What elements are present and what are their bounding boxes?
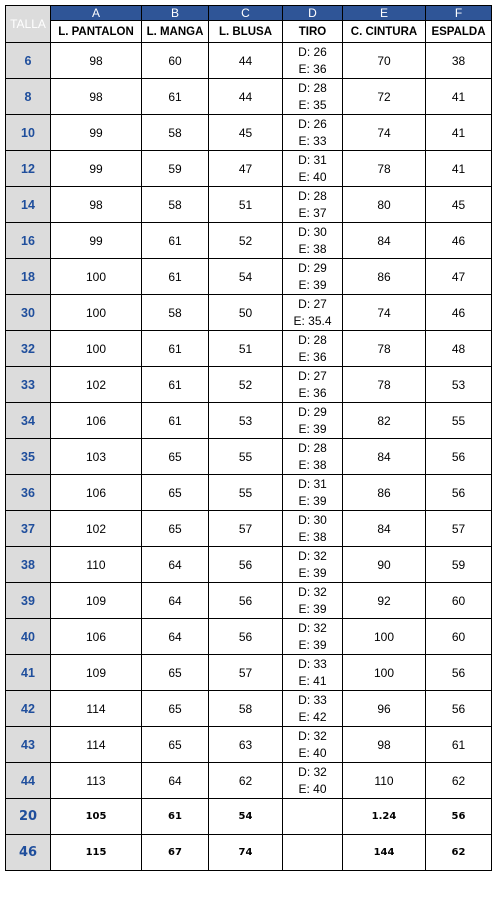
blusa-cell: 74: [209, 835, 283, 871]
blusa-cell: 47: [209, 151, 283, 187]
tiro-d-value: D: 28: [298, 188, 327, 203]
manga-cell: 61: [142, 79, 209, 115]
blusa-cell: 52: [209, 223, 283, 259]
espalda-cell: 53: [426, 367, 492, 403]
column-letter-e: E: [343, 6, 426, 21]
pantalon-cell: 103: [51, 439, 142, 475]
tiro-e-value: E: 41: [298, 673, 327, 688]
blusa-cell: 54: [209, 259, 283, 295]
blusa-cell: 50: [209, 295, 283, 331]
table-row: [6, 223, 492, 259]
table-row: [6, 43, 492, 79]
blusa-cell: 56: [209, 583, 283, 619]
talla-cell: 43: [6, 727, 51, 763]
tiro-cell: [283, 43, 343, 79]
blusa-cell: 44: [209, 43, 283, 79]
tiro-cell: [283, 691, 343, 727]
cintura-cell: 78: [343, 331, 426, 367]
tiro-d-value: D: 26: [298, 116, 327, 131]
tiro-cell: [283, 583, 343, 619]
blusa-cell: 55: [209, 439, 283, 475]
cintura-cell: 110: [343, 763, 426, 799]
tiro-cell: [283, 79, 343, 115]
manga-cell: 64: [142, 619, 209, 655]
talla-cell: 34: [6, 403, 51, 439]
table-row: [6, 331, 492, 367]
manga-cell: 58: [142, 115, 209, 151]
tiro-e-value: E: 39: [298, 601, 327, 616]
column-name-row: [6, 21, 492, 43]
size-table: [5, 5, 492, 871]
espalda-cell: 62: [426, 763, 492, 799]
cintura-cell: 92: [343, 583, 426, 619]
blusa-cell: 54: [209, 799, 283, 835]
talla-cell: 12: [6, 151, 51, 187]
tiro-e-value: E: 33: [298, 133, 327, 148]
tiro-d-value: D: 32: [298, 728, 327, 743]
column-letter-row: [6, 6, 492, 21]
talla-cell: 6: [6, 43, 51, 79]
tiro-cell: [283, 403, 343, 439]
tiro-e-value: E: 37: [298, 205, 327, 220]
talla-cell: 40: [6, 619, 51, 655]
espalda-cell: 62: [426, 835, 492, 871]
blusa-cell: 62: [209, 763, 283, 799]
manga-cell: 65: [142, 511, 209, 547]
tiro-cell: [283, 475, 343, 511]
cintura-cell: 70: [343, 43, 426, 79]
espalda-cell: 41: [426, 79, 492, 115]
cintura-cell: 144: [343, 835, 426, 871]
manga-cell: 60: [142, 43, 209, 79]
talla-cell: 16: [6, 223, 51, 259]
cintura-cell: 72: [343, 79, 426, 115]
cintura-cell: 84: [343, 511, 426, 547]
tiro-d-value: D: 28: [298, 332, 327, 347]
tiro-d-value: D: 32: [298, 548, 327, 563]
espalda-cell: 46: [426, 295, 492, 331]
tiro-d-value: D: 31: [298, 152, 327, 167]
blusa-cell: 52: [209, 367, 283, 403]
manga-cell: 64: [142, 583, 209, 619]
tiro-cell: [283, 115, 343, 151]
espalda-cell: 56: [426, 439, 492, 475]
espalda-cell: 45: [426, 187, 492, 223]
manga-cell: 64: [142, 547, 209, 583]
pantalon-cell: 102: [51, 511, 142, 547]
pantalon-cell: 98: [51, 187, 142, 223]
tiro-e-value: E: 39: [298, 277, 327, 292]
tiro-d-value: D: 28: [298, 440, 327, 455]
cintura-cell: 82: [343, 403, 426, 439]
manga-cell: 65: [142, 439, 209, 475]
table-row: [6, 619, 492, 655]
pantalon-cell: 114: [51, 727, 142, 763]
blusa-cell: 45: [209, 115, 283, 151]
cintura-cell: 86: [343, 259, 426, 295]
talla-cell: 38: [6, 547, 51, 583]
table-row: [6, 115, 492, 151]
tiro-e-value: E: 40: [298, 745, 327, 760]
table-row: [6, 763, 492, 799]
espalda-cell: 56: [426, 799, 492, 835]
tiro-cell: [283, 295, 343, 331]
tiro-e-value: E: 38: [298, 241, 327, 256]
tiro-e-value: E: 36: [298, 349, 327, 364]
tiro-cell: [283, 763, 343, 799]
talla-cell: 44: [6, 763, 51, 799]
talla-cell: 32: [6, 331, 51, 367]
table-row: [6, 439, 492, 475]
espalda-cell: 60: [426, 619, 492, 655]
table-row: [6, 151, 492, 187]
table-row: [6, 403, 492, 439]
tiro-cell: [283, 799, 343, 835]
pantalon-cell: 115: [51, 835, 142, 871]
tiro-e-value: E: 38: [298, 457, 327, 472]
tiro-cell: [283, 367, 343, 403]
cintura-cell: 98: [343, 727, 426, 763]
tiro-cell: [283, 187, 343, 223]
tiro-e-value: E: 42: [298, 709, 327, 724]
pantalon-cell: 99: [51, 223, 142, 259]
tiro-d-value: D: 31: [298, 476, 327, 491]
manga-cell: 58: [142, 295, 209, 331]
tiro-d-value: D: 32: [298, 584, 327, 599]
cintura-cell: 86: [343, 475, 426, 511]
cintura-cell: 100: [343, 655, 426, 691]
espalda-cell: 55: [426, 403, 492, 439]
column-letter-d: D: [283, 6, 343, 21]
espalda-cell: 56: [426, 655, 492, 691]
cintura-cell: 1.24: [343, 799, 426, 835]
manga-cell: 61: [142, 259, 209, 295]
tiro-d-value: D: 32: [298, 764, 327, 779]
table-row: [6, 79, 492, 115]
talla-cell: 18: [6, 259, 51, 295]
tiro-d-value: D: 26: [298, 44, 327, 59]
table-row: [6, 655, 492, 691]
talla-cell: 39: [6, 583, 51, 619]
column-letter-c: C: [209, 6, 283, 21]
header-blusa: L. BLUSA: [209, 21, 283, 43]
table-row: [6, 547, 492, 583]
tiro-cell: [283, 439, 343, 475]
tiro-d-value: D: 27: [298, 296, 327, 311]
header-espalda: ESPALDA: [426, 21, 492, 43]
talla-header: TALLA: [6, 6, 51, 43]
tiro-e-value: E: 39: [298, 493, 327, 508]
pantalon-cell: 106: [51, 619, 142, 655]
tiro-e-value: E: 39: [298, 565, 327, 580]
cintura-cell: 74: [343, 295, 426, 331]
pantalon-cell: 98: [51, 79, 142, 115]
blusa-cell: 58: [209, 691, 283, 727]
pantalon-cell: 99: [51, 151, 142, 187]
tiro-cell: [283, 331, 343, 367]
header-cintura: C. CINTURA: [343, 21, 426, 43]
pantalon-cell: 114: [51, 691, 142, 727]
cintura-cell: 78: [343, 367, 426, 403]
cintura-cell: 90: [343, 547, 426, 583]
espalda-cell: 48: [426, 331, 492, 367]
column-letter-b: B: [142, 6, 209, 21]
talla-cell: 42: [6, 691, 51, 727]
manga-cell: 61: [142, 799, 209, 835]
tiro-e-value: E: 36: [298, 61, 327, 76]
cintura-cell: 74: [343, 115, 426, 151]
talla-cell: 37: [6, 511, 51, 547]
cintura-cell: 96: [343, 691, 426, 727]
table-row: [6, 187, 492, 223]
table-row: [6, 583, 492, 619]
tiro-e-value: E: 40: [298, 169, 327, 184]
table-row: [6, 727, 492, 763]
manga-cell: 59: [142, 151, 209, 187]
header-tiro: TIRO: [283, 21, 343, 43]
manga-cell: 61: [142, 223, 209, 259]
manga-cell: 61: [142, 367, 209, 403]
espalda-cell: 57: [426, 511, 492, 547]
espalda-cell: 60: [426, 583, 492, 619]
pantalon-cell: 109: [51, 583, 142, 619]
pantalon-cell: 99: [51, 115, 142, 151]
blusa-cell: 44: [209, 79, 283, 115]
manga-cell: 65: [142, 727, 209, 763]
table-row: [6, 259, 492, 295]
blusa-cell: 56: [209, 547, 283, 583]
blusa-cell: 51: [209, 331, 283, 367]
tiro-e-value: E: 39: [298, 637, 327, 652]
espalda-cell: 56: [426, 475, 492, 511]
manga-cell: 64: [142, 763, 209, 799]
talla-cell: 10: [6, 115, 51, 151]
manga-cell: 61: [142, 403, 209, 439]
espalda-cell: 38: [426, 43, 492, 79]
pantalon-cell: 110: [51, 547, 142, 583]
talla-cell: 46: [6, 835, 51, 871]
manga-cell: 61: [142, 331, 209, 367]
espalda-cell: 41: [426, 115, 492, 151]
tiro-cell: [283, 259, 343, 295]
manga-cell: 58: [142, 187, 209, 223]
tiro-d-value: D: 28: [298, 80, 327, 95]
tiro-e-value: E: 38: [298, 529, 327, 544]
table-body: [6, 43, 492, 871]
pantalon-cell: 102: [51, 367, 142, 403]
header-pantalon: L. PANTALON: [51, 21, 142, 43]
tiro-e-value: E: 35: [298, 97, 327, 112]
table-row: [6, 835, 492, 871]
tiro-cell: [283, 547, 343, 583]
espalda-cell: 47: [426, 259, 492, 295]
pantalon-cell: 100: [51, 259, 142, 295]
manga-cell: 65: [142, 475, 209, 511]
tiro-e-value: E: 39: [298, 421, 327, 436]
tiro-cell: [283, 835, 343, 871]
tiro-d-value: D: 29: [298, 404, 327, 419]
manga-cell: 65: [142, 655, 209, 691]
tiro-cell: [283, 223, 343, 259]
tiro-d-value: D: 27: [298, 368, 327, 383]
pantalon-cell: 100: [51, 295, 142, 331]
tiro-e-value: E: 35.4: [293, 313, 332, 328]
cintura-cell: 78: [343, 151, 426, 187]
talla-cell: 41: [6, 655, 51, 691]
espalda-cell: 61: [426, 727, 492, 763]
manga-cell: 67: [142, 835, 209, 871]
cintura-cell: 84: [343, 439, 426, 475]
talla-cell: 14: [6, 187, 51, 223]
table-row: [6, 511, 492, 547]
talla-cell: 36: [6, 475, 51, 511]
tiro-d-value: D: 30: [298, 224, 327, 239]
tiro-cell: [283, 151, 343, 187]
talla-cell: 33: [6, 367, 51, 403]
tiro-cell: [283, 511, 343, 547]
espalda-cell: 46: [426, 223, 492, 259]
talla-cell: 30: [6, 295, 51, 331]
cintura-cell: 84: [343, 223, 426, 259]
pantalon-cell: 113: [51, 763, 142, 799]
column-letter-f: F: [426, 6, 492, 21]
tiro-d-value: D: 32: [298, 620, 327, 635]
pantalon-cell: 105: [51, 799, 142, 835]
espalda-cell: 56: [426, 691, 492, 727]
espalda-cell: 41: [426, 151, 492, 187]
tiro-e-value: E: 40: [298, 781, 327, 796]
table-row: [6, 475, 492, 511]
tiro-d-value: D: 30: [298, 512, 327, 527]
table-row: [6, 799, 492, 835]
table-row: [6, 691, 492, 727]
cintura-cell: 80: [343, 187, 426, 223]
table-row: [6, 367, 492, 403]
blusa-cell: 57: [209, 511, 283, 547]
tiro-cell: [283, 727, 343, 763]
espalda-cell: 59: [426, 547, 492, 583]
blusa-cell: 55: [209, 475, 283, 511]
pantalon-cell: 109: [51, 655, 142, 691]
pantalon-cell: 106: [51, 403, 142, 439]
cintura-cell: 100: [343, 619, 426, 655]
manga-cell: 65: [142, 691, 209, 727]
blusa-cell: 51: [209, 187, 283, 223]
blusa-cell: 53: [209, 403, 283, 439]
tiro-cell: [283, 619, 343, 655]
talla-cell: 8: [6, 79, 51, 115]
tiro-d-value: D: 29: [298, 260, 327, 275]
tiro-cell: [283, 655, 343, 691]
blusa-cell: 56: [209, 619, 283, 655]
header-manga: L. MANGA: [142, 21, 209, 43]
talla-cell: 35: [6, 439, 51, 475]
pantalon-cell: 98: [51, 43, 142, 79]
blusa-cell: 57: [209, 655, 283, 691]
column-letter-a: A: [51, 6, 142, 21]
pantalon-cell: 100: [51, 331, 142, 367]
tiro-e-value: E: 36: [298, 385, 327, 400]
talla-cell: 20: [6, 799, 51, 835]
tiro-d-value: D: 33: [298, 656, 327, 671]
table-row: [6, 295, 492, 331]
tiro-d-value: D: 33: [298, 692, 327, 707]
blusa-cell: 63: [209, 727, 283, 763]
pantalon-cell: 106: [51, 475, 142, 511]
